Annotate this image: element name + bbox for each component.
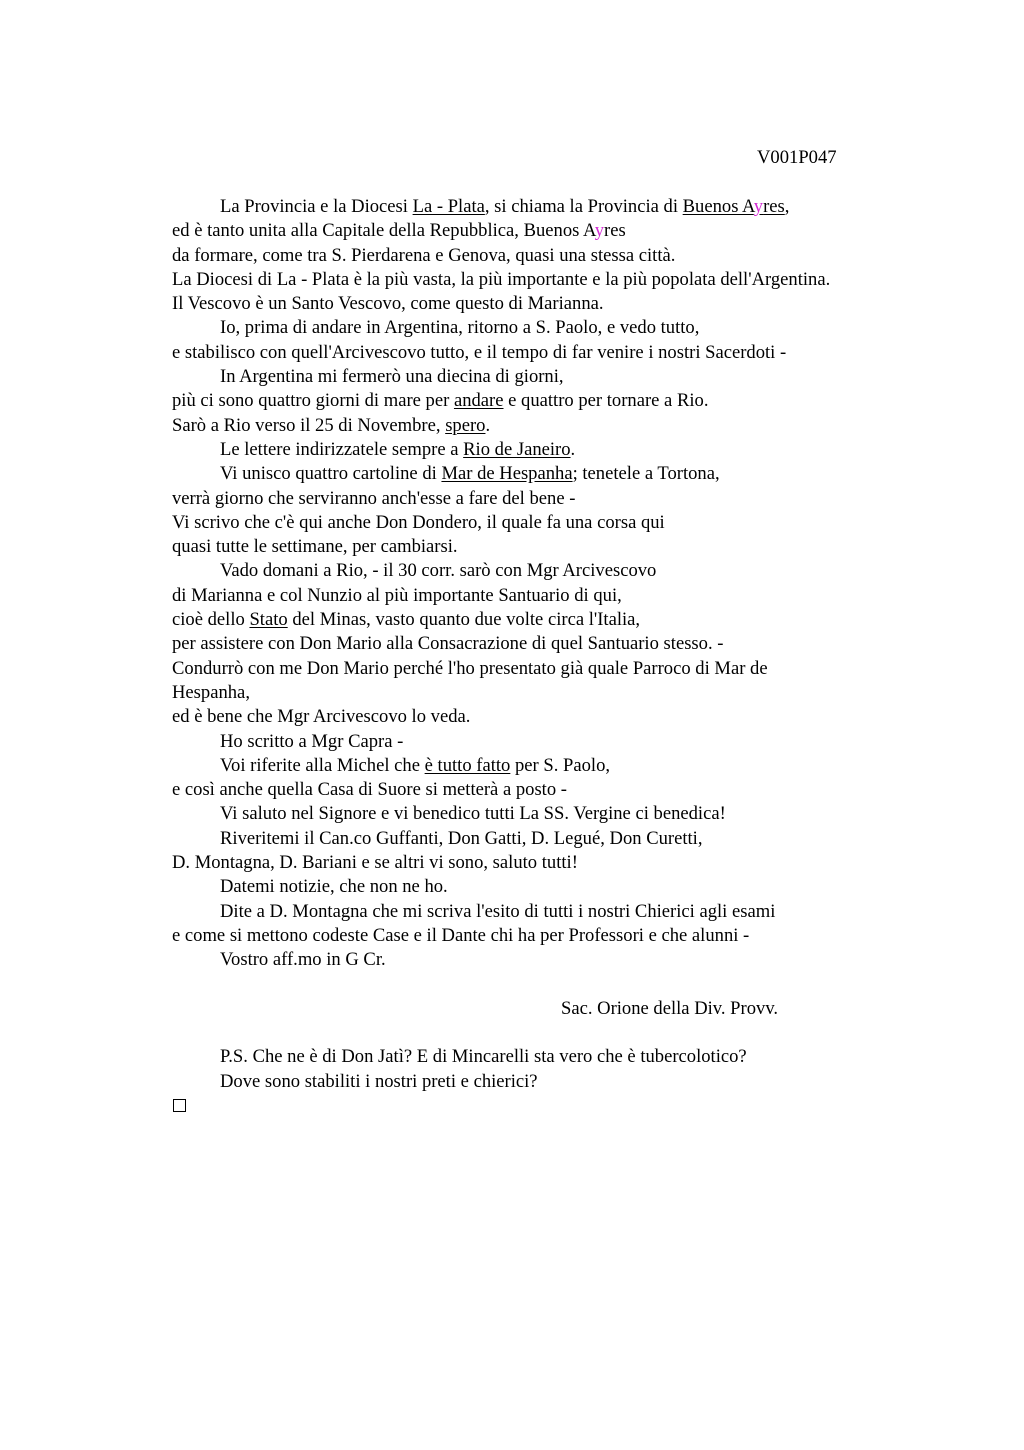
text-run: La Provincia e la Diocesi bbox=[220, 196, 413, 217]
letter-line: Vi saluto nel Signore e vi benedico tutti La SS. Vergine ci benedica! bbox=[220, 803, 726, 825]
postscript-line: Dove sono stabiliti i nostri preti e chierici? bbox=[220, 1070, 538, 1092]
letter-line bbox=[172, 219, 912, 243]
letter-line: e come si mettono codeste Case e il Dante chi ha per Professori e che alunni - bbox=[172, 924, 750, 946]
letter-line: per assistere con Don Mario alla Consacrazione di quel Santuario stesso. - bbox=[172, 633, 724, 655]
text-run: per S. Paolo, bbox=[510, 754, 611, 776]
text-run: Buenos A bbox=[682, 196, 754, 217]
underlined-text: andare bbox=[453, 390, 504, 412]
text-run: e quattro per tornare a Rio. bbox=[503, 390, 709, 412]
letter-line: di Marianna e col Nunzio al più importante Santuario di qui, bbox=[172, 584, 622, 606]
letter-line: Riveritemi il Can.co Guffanti, Don Gatti, D. Legué, Don Curetti, bbox=[220, 827, 703, 849]
blank-line bbox=[172, 1021, 912, 1045]
letter-line: Condurrò con me Don Mario perché l'ho presentato già quale Parroco di Mar de bbox=[172, 657, 768, 679]
text-run: del Minas, vasto quanto due volte circa l'Italia, bbox=[287, 609, 641, 631]
signature: Sac. Orione della Div. Provv. bbox=[561, 997, 779, 1019]
text-run: Vi unisco quattro cartoline di bbox=[220, 463, 442, 485]
underlined-text: La - Plata bbox=[412, 196, 485, 217]
blank-line bbox=[172, 973, 912, 997]
text-run: res bbox=[604, 220, 626, 242]
text-run: Le lettere indirizzatele sempre a bbox=[220, 438, 464, 460]
letter-line: Vi scrivo che c'è qui anche Don Dondero, il quale fa una corsa qui bbox=[172, 511, 665, 533]
letter-line: Dite a D. Montagna che mi scriva l'esito di tutti i nostri Chierici agli esami bbox=[220, 900, 776, 922]
end-marker bbox=[172, 1094, 912, 1118]
underlined-text: Rio de Janeiro bbox=[463, 438, 571, 460]
letter-line bbox=[172, 462, 912, 486]
letter-line: e stabilisco con quell'Arcivescovo tutto, e il tempo di far venire i nostri Sacerdoti - bbox=[172, 341, 787, 363]
letter-line: Io, prima di andare in Argentina, ritorno a S. Paolo, e vedo tutto, bbox=[220, 317, 700, 339]
text-run: . bbox=[570, 438, 576, 460]
text-run: ed è tanto unita alla Capitale della Repubblica, Buenos A bbox=[172, 220, 595, 242]
underlined-text: è tutto fatto bbox=[424, 754, 511, 776]
letter-line: Vostro aff.mo in G Cr. bbox=[220, 949, 386, 971]
letter-line: La Diocesi di La - Plata è la più vasta, la più importante e la più popolata dell'Argentina. bbox=[172, 268, 831, 290]
underlined-text bbox=[683, 196, 785, 217]
text-run: Voi riferite alla Michel che bbox=[220, 754, 425, 776]
letter-line bbox=[172, 389, 912, 413]
letter-line bbox=[172, 414, 912, 438]
highlighted-letter: y bbox=[594, 220, 605, 242]
letter-line: Hespanha, bbox=[172, 681, 250, 703]
text-run: , si chiama la Provincia di bbox=[484, 196, 683, 217]
letter-line: Ho scritto a Mgr Capra - bbox=[220, 730, 404, 752]
letter-line: D. Montagna, D. Bariani e se altri vi sono, saluto tutti! bbox=[172, 852, 578, 874]
letter-line: Il Vescovo è un Santo Vescovo, come questo di Marianna. bbox=[172, 293, 604, 315]
letter-body bbox=[172, 195, 912, 1118]
letter-line bbox=[172, 438, 912, 462]
text-run: Sarò a Rio verso il 25 di Novembre, bbox=[172, 414, 446, 436]
letter-line bbox=[172, 195, 912, 219]
underlined-text: Stato bbox=[249, 609, 288, 631]
letter-line: verrà giorno che serviranno anch'esse a fare del bene - bbox=[172, 487, 576, 509]
text-run: più ci sono quattro giorni di mare per bbox=[172, 390, 454, 412]
letter-line: e così anche quella Casa di Suore si metterà a posto - bbox=[172, 779, 567, 801]
postscript-line: P.S. Che ne è di Don Jatì? E di Mincarelli sta vero che è tubercolotico? bbox=[220, 1046, 747, 1068]
letter-line: Vado domani a Rio, - il 30 corr. sarò con Mgr Arcivescovo bbox=[220, 560, 657, 582]
letter-line: da formare, come tra S. Pierdarena e Genova, quasi una stessa città. bbox=[172, 244, 676, 266]
letter-line bbox=[172, 608, 912, 632]
underlined-text: Mar de Hespanha bbox=[441, 463, 573, 485]
checkbox-square-icon bbox=[173, 1099, 186, 1112]
letter-line bbox=[172, 754, 912, 778]
text-run: , bbox=[784, 196, 790, 217]
text-run: ; tenetele a Tortona, bbox=[572, 463, 720, 485]
letter-line: Datemi notizie, che non ne ho. bbox=[220, 876, 448, 898]
letter-line: ed è bene che Mgr Arcivescovo lo veda. bbox=[172, 706, 471, 728]
text-run: res bbox=[763, 196, 785, 217]
text-run: . bbox=[485, 414, 491, 436]
document-reference-code: V001P047 bbox=[757, 147, 837, 168]
underlined-text: spero bbox=[445, 414, 486, 436]
letter-line: In Argentina mi fermerò una diecina di giorni, bbox=[220, 366, 564, 388]
text-run: cioè dello bbox=[172, 609, 250, 631]
letter-line: quasi tutte le settimane, per cambiarsi. bbox=[172, 536, 458, 558]
highlighted-letter: y bbox=[753, 196, 764, 217]
